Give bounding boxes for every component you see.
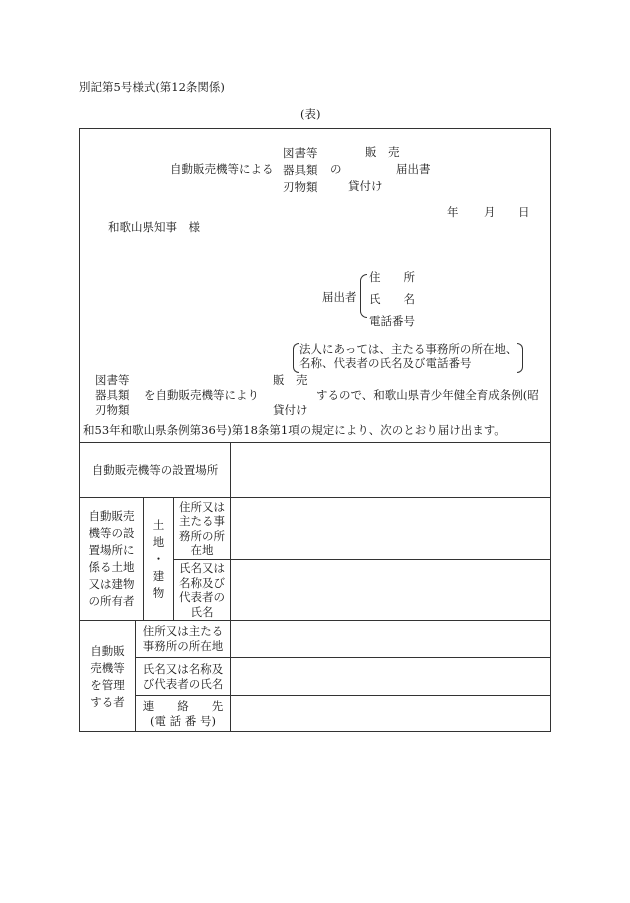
body-line2: 和53年和歌山県条例第36号)第18条第1項の規定により、次のとおり届け出ます。 xyxy=(83,423,506,437)
manager-label-line: 売機等 xyxy=(90,660,125,675)
contact-value[interactable] xyxy=(231,696,550,732)
owner-label-line: 自動販売 xyxy=(88,509,135,523)
land-building-char: ・ xyxy=(152,551,165,566)
manager-label xyxy=(80,621,135,732)
body-act-lend: 貸付け xyxy=(273,403,308,417)
owner-label-line: 又は建物 xyxy=(88,577,135,591)
contact-label xyxy=(136,696,230,732)
title-lead: 自動販売機等による xyxy=(170,162,274,176)
owner-label-line: 機等の設 xyxy=(88,526,135,540)
body-item: 図書等 xyxy=(95,373,130,387)
manager-address-value[interactable] xyxy=(231,621,550,657)
body-act-sell: 販 売 xyxy=(273,373,308,387)
note-line1: 法人にあっては、主たる事務所の所在地、 xyxy=(299,342,518,356)
title-item: 刃物類 xyxy=(283,180,318,194)
contact-line: (電 話 番 号) xyxy=(150,714,216,728)
notifier-fields xyxy=(369,266,415,332)
notifier-field-name: 氏 名 xyxy=(369,292,415,306)
note-line2: 名称、代表者の氏名及び電話番号 xyxy=(299,356,472,370)
manager-address-line: 住所又は主たる xyxy=(142,624,224,638)
owner-name-line: 名称及び xyxy=(179,575,225,590)
owner-label-line: 置場所に xyxy=(88,543,135,557)
note-bracket-right xyxy=(517,343,523,373)
title-particle: の xyxy=(330,162,342,176)
manager-name-line: び代表者の氏名 xyxy=(142,676,224,691)
date-month: 月 xyxy=(484,205,496,219)
owner-name-line: 氏名又は xyxy=(179,561,225,575)
notifier-field-address: 住 所 xyxy=(369,270,415,284)
owner-name-line: 代表者の xyxy=(179,590,225,604)
owner-name-label xyxy=(174,560,230,620)
land-building-char: 建 xyxy=(152,568,165,583)
title-items xyxy=(283,145,318,196)
body-items xyxy=(95,373,130,418)
date-year: 年 xyxy=(447,205,459,219)
date-day: 日 xyxy=(518,205,530,219)
land-building-label xyxy=(144,498,173,620)
side-label: (表) xyxy=(300,107,321,121)
manager-name-label xyxy=(136,658,230,695)
title-item: 器具類 xyxy=(283,163,318,177)
manager-label-line: 自動販 xyxy=(90,643,125,658)
manager-label-line: を管理 xyxy=(90,677,125,692)
manager-address-line: 事務所の所在地 xyxy=(142,639,224,653)
owner-name-line: 氏名 xyxy=(190,604,214,619)
land-building-char: 物 xyxy=(152,585,165,600)
owner-address-line: 住所又は xyxy=(179,499,225,514)
manager-address-label xyxy=(136,621,230,657)
land-building-char: 土 xyxy=(152,517,165,532)
owner-address-line: 務所の所 xyxy=(179,528,225,543)
body-item: 器具類 xyxy=(95,388,130,402)
location-label-text: 自動販売機等の設置場所 xyxy=(91,462,219,477)
notifier-field-phone: 電話番号 xyxy=(369,314,415,328)
land-building-char: 地 xyxy=(152,534,165,549)
owner-label xyxy=(80,498,143,620)
location-label xyxy=(80,443,230,497)
owner-address-value[interactable] xyxy=(231,498,550,559)
title-act-sell: 販 売 xyxy=(365,145,400,159)
owner-address-line: 在地 xyxy=(190,543,214,557)
body-item: 刃物類 xyxy=(95,403,130,417)
body-tail: するので、和歌山県青少年健全育成条例(昭 xyxy=(316,388,539,402)
owner-address-label xyxy=(174,498,230,559)
title-act-lend: 貸付け xyxy=(348,179,383,193)
manager-label-line: する者 xyxy=(90,694,125,709)
form-number: 別記第5号様式(第12条関係) xyxy=(79,80,225,94)
owner-address-line: 主たる事 xyxy=(179,514,225,528)
addressee: 和歌山県知事 様 xyxy=(108,220,200,234)
notifier-brace xyxy=(360,274,367,318)
title-suffix: 届出書 xyxy=(396,162,431,176)
location-value[interactable] xyxy=(231,443,550,497)
body-mid: を自動販売機等により xyxy=(144,388,259,402)
owner-name-value[interactable] xyxy=(231,560,550,620)
contact-line: 連 絡 先 xyxy=(142,699,224,713)
manager-name-line: 氏名又は名称及 xyxy=(142,661,224,676)
manager-name-value[interactable] xyxy=(231,658,550,695)
owner-label-line: 係る土地 xyxy=(88,560,135,574)
title-item: 図書等 xyxy=(283,146,318,160)
owner-label-line: の所有者 xyxy=(88,594,135,608)
notifier-label: 届出者 xyxy=(322,290,357,304)
